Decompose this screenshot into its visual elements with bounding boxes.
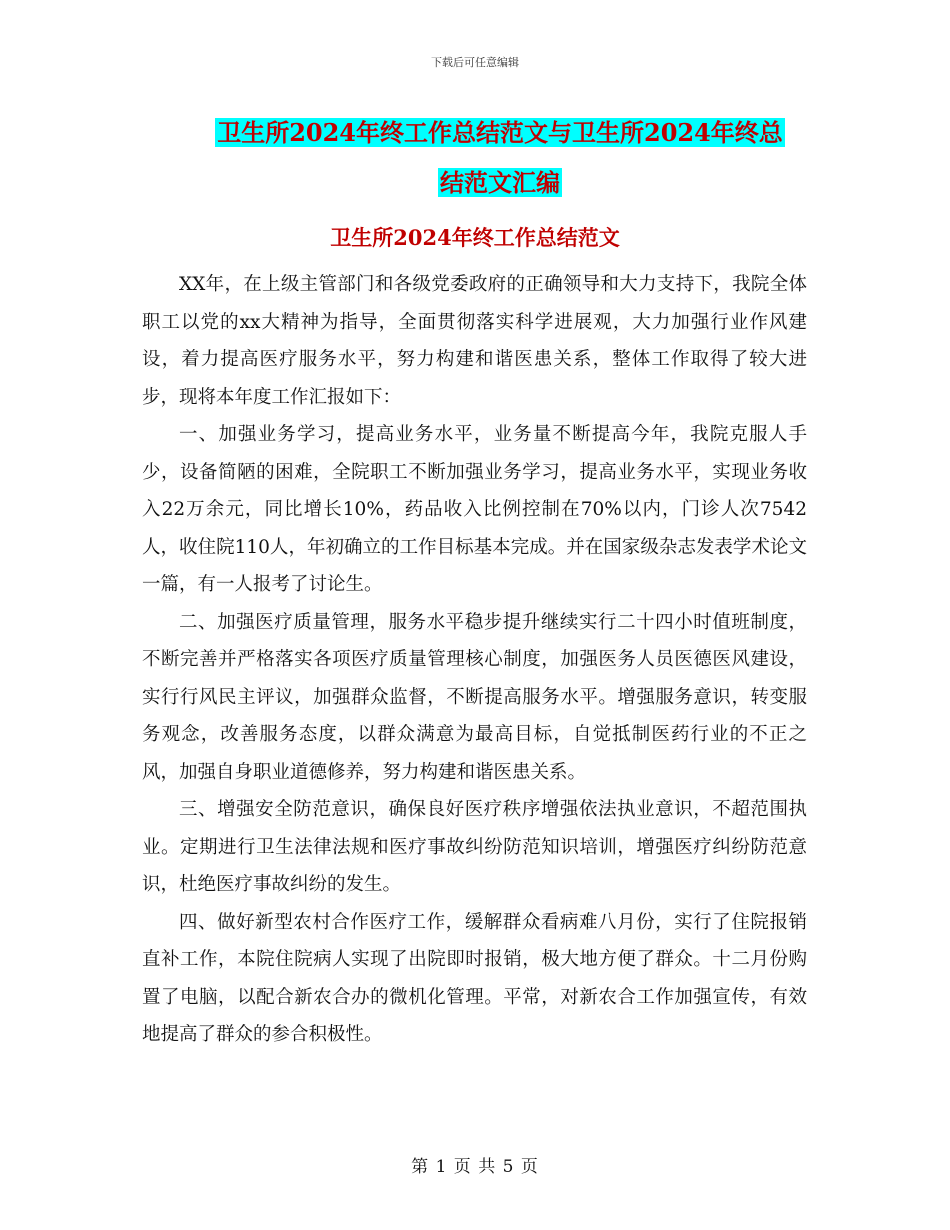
paragraph-2: 二、加强医疗质量管理，服务水平稳步提升继续实行二十四小时值班制度，不断完善并严格落实各项医疗质量管理核心制度，加强医务人员医德医风建设，实行行风民主评议，加强群众监督，不断提高服务水平。增强服务意识，转变服务观念，改善服务态度，以群众满意为最高目标，自觉抵制医药行业的不正之风，加强自身职业道德修养，努力构建和谐医患关系。 xyxy=(142,611,807,783)
section-title: 卫生所2024年终工作总结范文 xyxy=(330,225,620,250)
document-title-line-2: 结范文汇编 xyxy=(440,168,560,197)
page-header-note: 下载后可任意编辑 xyxy=(431,56,519,69)
paragraph-3: 三、增强安全防范意识，确保良好医疗秩序增强依法执业意识，不超范围执业。定期进行卫生法律法规和医疗事故纠纷防范知识培训，增强医疗纠纷防范意识，杜绝医疗事故纠纷的发生。 xyxy=(142,799,807,895)
paragraph-1: 一、加强业务学习，提高业务水平，业务量不断提高今年，我院克服人手少，设备简陋的困难，全院职工不断加强业务学习，提高业务水平，实现业务收入22万余元，同比增长10%，药品收入比例控制在70%以内，门诊人次7542人，收住院110人，年初确立的工作目标基本完成。并在国家级杂志发表学术论文一篇，有一人报考了讨论生。 xyxy=(142,424,807,595)
document-title-line-1: 卫生所2024年终工作总结范文与卫生所2024年终总 xyxy=(217,118,783,147)
page-footer-number: 第 1 页 共 5 页 xyxy=(411,1157,539,1177)
document-body xyxy=(142,266,807,1054)
paragraph-4: 四、做好新型农村合作医疗工作，缓解群众看病难八月份，实行了住院报销直补工作，本院住院病人实现了出院即时报销，极大地方便了群众。十二月份购置了电脑，以配合新农合办的微机化管理。平常，对新农合工作加强宣传，有效地提高了群众的参合积极性。 xyxy=(142,911,807,1045)
paragraph-intro: XX年，在上级主管部门和各级党委政府的正确领导和大力支持下，我院全体职工以党的xx大精神为指导，全面贯彻落实科学进展观，大力加强行业作风建设，着力提高医疗服务水平，努力构建和谐医患关系，整体工作取得了较大进步，现将本年度工作汇报如下： xyxy=(142,274,807,408)
document-title xyxy=(150,108,850,208)
